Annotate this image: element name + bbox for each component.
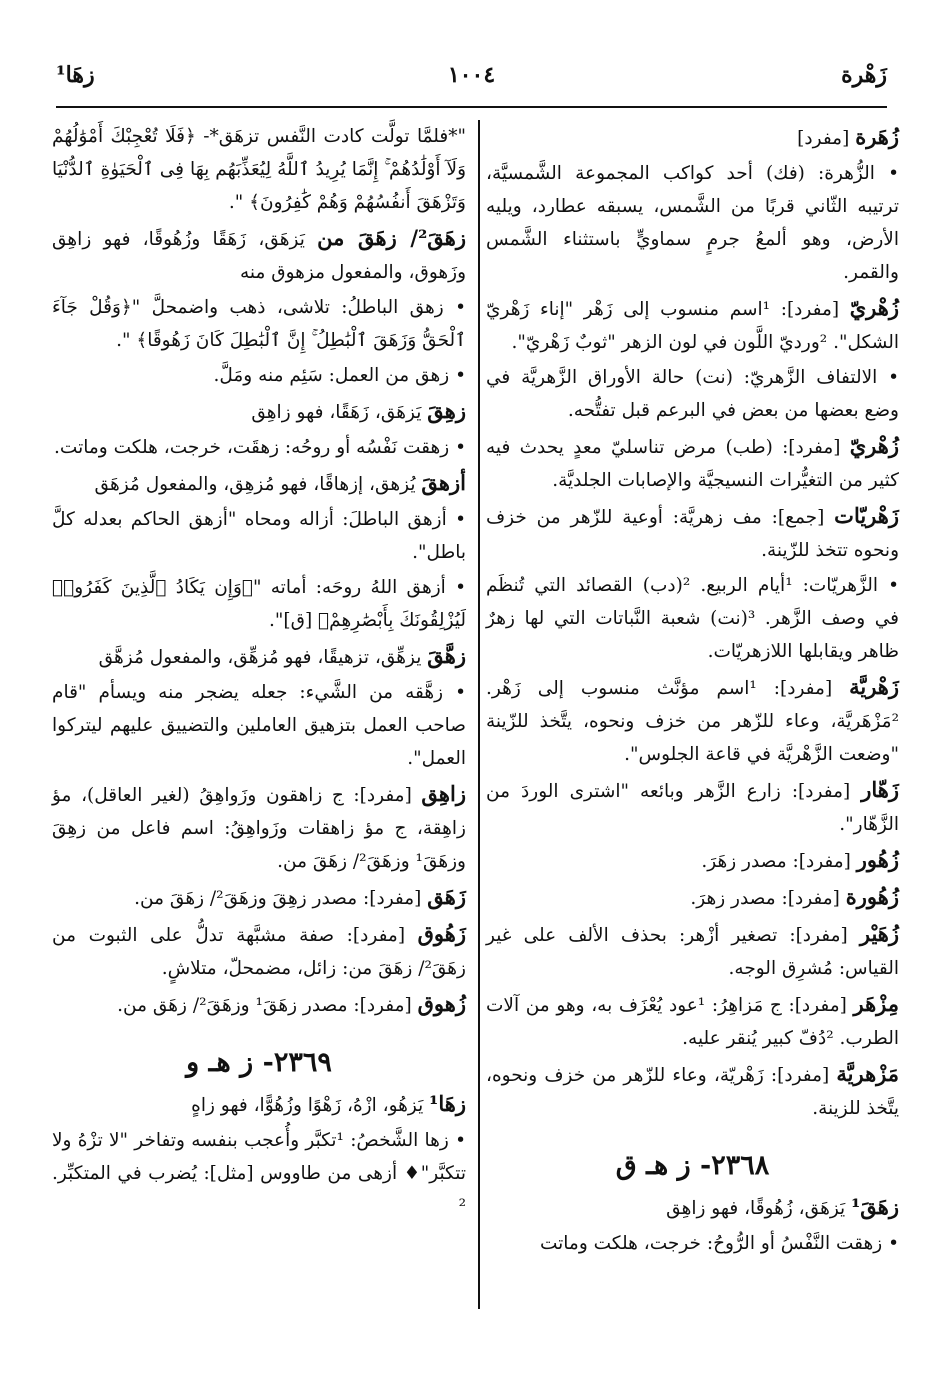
entry-headword: زَهُوق	[417, 921, 466, 946]
entry-text: • زهق من العمل: سَئِم منه ومَلَّ.	[213, 365, 466, 386]
entry-headword: مِزْهَر	[853, 991, 899, 1016]
entry-headword: زُهَرة	[855, 124, 899, 149]
dictionary-entry	[486, 1057, 899, 1125]
entry-text: • زها الشَّخصُ: ¹تكبَّر وأُعجب بنفسه وتفاخر "لا تزْهُ ولا تتكبَّر"♦ أزهى من طاووس [مثل]: يُضرب في المتكبِّر. ²	[52, 1130, 466, 1217]
entry-text: يَزهَق، زُهُوقًا، فهو زاهِق	[666, 1198, 852, 1219]
dictionary-entry	[52, 880, 466, 915]
entry-text: [مفرد]: ج مَزاهِرُ: ¹عود يُعْزَف به، وهو من آلات الطرب. ²دُفّ كبير يُنقر عليه.	[486, 995, 899, 1049]
entry-text: • الالتفاف الزَّهريّ: (نت) حالة الأوراق الزَّهريَّة في وضع بعضها من بعض في البرعم قبل تفتُّحه.	[486, 367, 899, 421]
entry-headword: زهَقَ¹	[851, 1194, 899, 1219]
entry-headword: أزهقَ	[421, 470, 466, 495]
entry-text: • أزهق الباطلَ: أزاله ومحاه "أزهق الحاكم بعدله كلَّ باطل".	[52, 509, 466, 563]
dictionary-entry	[486, 987, 899, 1055]
column-divider	[478, 120, 480, 1309]
dictionary-entry	[486, 773, 899, 841]
entry-sense	[486, 1227, 899, 1260]
entry-text: [مفرد]: ج زاهقون وزَواهِقُ (لغير العاقل)، مؤ زاهِقة، ج مؤ زاهقات وزَواهِقُ: اسم فاعل من زهِقَ وزهَقَ¹ وزهَقَ²/ زهَقَ من.	[52, 785, 466, 872]
entry-text: يَزهَق، زَهَقًا وزُهُوقًا، فهو زاهِق وزَهوق، والمفعول مزهوق منه	[52, 229, 466, 283]
entry-text: يزهِّق، تزهيقًا، فهو مُزهِّق، والمفعول مُزهَّق	[98, 647, 428, 668]
entry-text: يَزهُو، ازْهُ، زَهْوًا وزُهُوًّا، فهو زاهٍ	[191, 1095, 430, 1116]
entry-sense	[52, 503, 466, 569]
entry-text: يَزهَق، زَهَقًا، فهو زاهِق	[251, 402, 428, 423]
entry-headword: مَزْهريَّة	[836, 1061, 899, 1086]
right-column	[486, 120, 899, 1262]
entry-text: [مفرد]: زارع الزَّهر وبائعه "اشترى الوردَ من الزَّهّار".	[486, 781, 899, 835]
entry-sense	[52, 431, 466, 464]
entry-text: "*فلمَّا تولَّت كادت النَّفس تزهَق*- ﴿فَلَا تُعْجِبْكَ أَمْوَٰلُهُمْ وَلَآ أَوْلَٰدُهُمْ ۚ إِنَّمَا يُرِيدُ ٱللَّهُ لِيُعَذِّبَهُم بِهَا فِى ٱلْحَيَوٰةِ ٱلدُّنْيَا وَتَزْهَقَ أَنفُسُهُمْ وَهُمْ كَٰفِرُونَ﴾ ".	[52, 126, 466, 213]
dictionary-entry	[52, 466, 466, 501]
dictionary-entry	[486, 120, 899, 155]
dictionary-entry	[486, 917, 899, 985]
entry-text: [مفرد]: (طب) مرض تناسليّ معدٍ يحدث فيه كثير من التغيُّرات النسيجيَّة والإصابات الجلديَّة.	[486, 437, 899, 491]
entry-text: [مفرد]: مصدر زهَرَ.	[701, 851, 857, 872]
page-header	[56, 62, 887, 102]
section-root-heading: ٢٣٦٩- ز هـ و	[186, 1047, 332, 1078]
entry-text: [مفرد]: ¹اسم منسوب إلى زَهْر "إناء زَهْريّ الشكل". ²ورديّ اللَّون في لون الزهر "ثوبٌ زَهْريّ".	[486, 299, 899, 353]
entry-sense	[486, 361, 899, 427]
entry-headword: زُهُور	[856, 847, 899, 872]
dictionary-entry	[486, 843, 899, 878]
entry-text: [جمع]: مف زهريَّة: أوعية للزّهر من خزف ونحوه تتخذ للزّينة.	[486, 507, 899, 561]
dictionary-entry	[52, 777, 466, 878]
dictionary-entry	[486, 1190, 899, 1225]
dictionary-entry	[486, 499, 899, 567]
entry-text: • الزُّهرة: (فك) أحد كواكب المجموعة الشَّمسيَّة، ترتيبه الثّاني قربًا من الشَّمس، يسبقه عطارد، ويليه الأرض، وهو ألمعُ جرمٍ سماويٍّ باستثناء الشَّمس والقمر.	[486, 163, 899, 283]
entry-headword: زُهُورة	[845, 884, 899, 909]
entry-headword: زُهوق	[417, 991, 466, 1016]
entry-text: • زهَّقه من الشَّيء: جعله يضجر منه ويسأم "قام صاحب العمل بتزهيق العاملين والتضييق عليهم ليتركوا العمل".	[52, 682, 466, 769]
dictionary-entry	[52, 987, 466, 1022]
entry-headword: زُهْريّ	[849, 295, 899, 320]
entry-text: [مفرد]: مصدر زهرَ.	[690, 888, 846, 909]
dictionary-entry	[52, 1087, 466, 1122]
section-root-heading: ٢٣٦٨- ز هـ ق	[615, 1150, 770, 1181]
dictionary-entry	[486, 429, 899, 497]
entry-sense	[52, 676, 466, 775]
entry-sense	[486, 157, 899, 289]
entry-sense	[52, 120, 466, 219]
header-guide-word-right: زَهْرة	[841, 62, 887, 88]
entry-sense	[52, 359, 466, 392]
entry-headword: زَهَق	[427, 884, 466, 909]
entry-sense	[52, 1124, 466, 1223]
entry-text: يُزهق، إزهاقًا، فهو مُزهِق، والمفعول مُزهَق	[94, 474, 422, 495]
entry-text: [مفرد]: صفة مشبَّهة تدلُّ على الثبوت من زهَقَ²/ زهَقَ من: زائل، مضمحلّ، متلاشٍ.	[52, 925, 466, 979]
dictionary-entry	[486, 880, 899, 915]
entry-headword: زهَا¹	[429, 1091, 466, 1116]
entry-text: • زهقت نَفْسُه أو روحُه: زهقَت، خرجت، هلكت وماتت.	[54, 437, 466, 458]
dictionary-entry	[52, 917, 466, 985]
dictionary-entry	[52, 394, 466, 429]
entry-text: [مفرد]: ¹اسم مؤنَّث منسوب إلى زَهْر. ²مَزْهَريَّة، وعاء للزّهر من خزف ونحوه، يتَّخذ للزّينة "وضعت الزَّهْريَّة في قاعة الجلوس".	[486, 678, 899, 765]
entry-text: [مفرد]: تصغير أزْهر: بحذف الألف على غير القياس: مُشرِق الوجه.	[486, 925, 899, 979]
page-number: ١٠٠٤	[447, 62, 496, 88]
header-rule	[56, 106, 887, 108]
dictionary-entry	[52, 221, 466, 289]
entry-sense	[52, 571, 466, 637]
dictionary-entry	[486, 291, 899, 359]
entry-sense	[52, 291, 466, 357]
entry-headword: زاهِق	[421, 781, 466, 806]
dictionary-entry	[486, 670, 899, 771]
entry-headword: زُهَيْر	[859, 921, 899, 946]
entry-text: • زهق الباطلُ: تلاشى، ذهب واضمحلَّ "﴿وَقُلْ جَآءَ ٱلْحَقُّ وَزَهَقَ ٱلْبَٰطِلُ ۚ إِنَّ ٱلْبَٰطِلَ كَانَ زَهُوقًا﴾ ".	[52, 297, 466, 351]
entry-text: [مفرد]: مصدر زهِقَ وزهَقَ²/ زهَقَ من.	[134, 888, 428, 909]
entry-text: [مفرد]	[797, 128, 856, 149]
dictionary-entry	[52, 639, 466, 674]
entry-headword: زَهّار	[861, 777, 899, 802]
entry-headword: زَهْريّات	[834, 503, 899, 528]
entry-sense	[486, 569, 899, 668]
header-guide-word-left: زهَا¹	[56, 62, 95, 88]
entry-headword: زهَقَ²/ زهَقَ من	[317, 225, 466, 250]
entry-text: [مفرد]: مصدر زهَقَ¹ وزهَقَ²/ زهَق من.	[117, 995, 418, 1016]
entry-text: • الزَّهريّات: ¹أيام الربيع. ²(دب) القصائد التي تُنظَم في وصف الزَّهر. ³(نت) شعبة النَّباتات التي لها زهرٌ ظاهر ويقابلها اللازهريّات.	[486, 575, 899, 662]
entry-headword: زُهْريّ	[849, 433, 899, 458]
entry-text: [مفرد]: زَهْريّة، وعاء للزّهر من خزف ونحوه، يتَّخذ للزينة.	[486, 1065, 899, 1119]
entry-text: • زهقت النَّفْسُ أو الرُّوحُ: خرجت، هلكت وماتت	[539, 1233, 899, 1254]
entry-text: • أزهق اللهُ روحَه: أماته "﴿وَإِن يَكَادُ ٱلَّذِينَ كَفَرُوا۟ لَيُزْلِقُونَكَ بِأَبْصَٰرِهِمْ﴾ [ق]".	[52, 577, 466, 631]
left-column	[52, 120, 466, 1225]
entry-headword: زَهْريَّة	[849, 674, 899, 699]
entry-headword: زهَّقَ	[427, 643, 466, 668]
entry-headword: زهِقَ	[427, 398, 466, 423]
